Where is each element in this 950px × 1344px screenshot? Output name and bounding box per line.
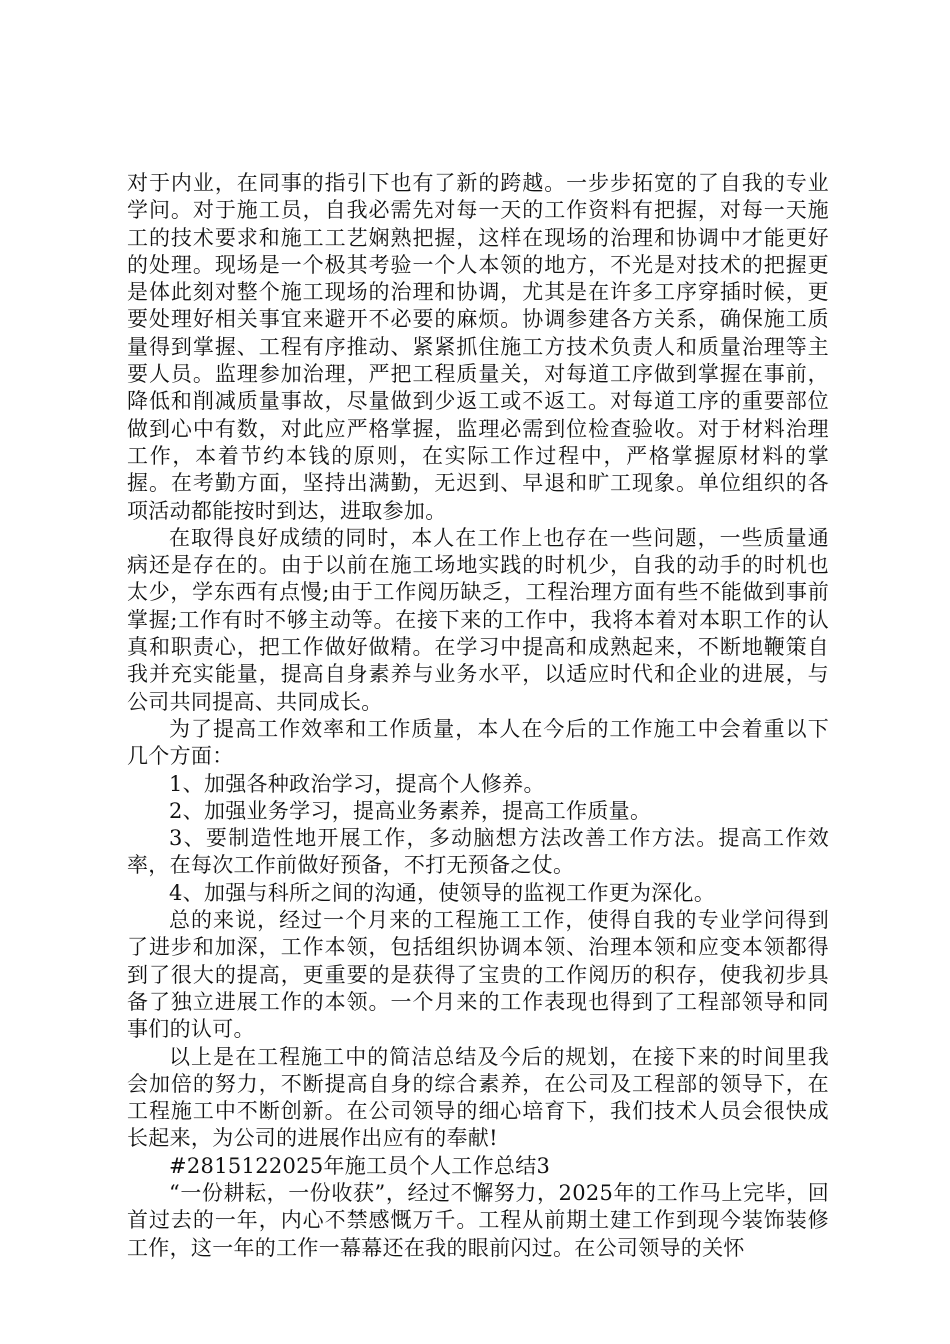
list-item-4: 4、加强与科所之间的沟通，使领导的监视工作更为深化。 <box>169 880 716 905</box>
paragraph-section-3-intro: “一份耕耘，一份收获”，经过不懈努力，2025年的工作马上完毕，回首过去的一年，内心不禁感慨万千。工程从前期土建工作到现今装饰装修工作，这一年的工作一幕幕还在我的眼前闪过。在公司领导的关怀 <box>127 1180 829 1260</box>
section-heading: #2815122025年施工员个人工作总结3 <box>169 1153 551 1178</box>
list-item-3: 3、要制造性地开展工作，多动脑想方法改善工作方法。提高工作效率，在每次工作前做好预备，不打无预备之仗。 <box>127 826 829 878</box>
paragraph-summary: 总的来说，经过一个月来的工程施工工作，使得自我的专业学问得到了进步和加深，工作本领，包括组织协调本领、治理本领和应变本领都得到了很大的提高，更重要的是获得了宝贵的工作阅历的积存，使我初步具备了独立进展工作的本领。一个月来的工作表现也得到了工程部领导和同事们的认可。 <box>127 908 829 1042</box>
document-body <box>127 170 829 1262</box>
paragraph-problems: 在取得良好成绩的同时，本人在工作上也存在一些问题，一些质量通病还是存在的。由于以前在施工场地实践的时机少，自我的动手的时机也太少，学东西有点慢;由于工作阅历缺乏，工程治理方面有些不能做到事前掌握;工作有时不够主动等。在接下来的工作中，我将本着对本职工作的认真和职责心，把工作做好做精。在学习中提高和成熟起来，不断地鞭策自我并充实能量，提高自身素养与业务水平，以适应时代和企业的进展，与公司共同提高、共同成长。 <box>127 525 829 714</box>
paragraph-internal-work: 对于内业，在同事的指引下也有了新的跨越。一步步拓宽的了自我的专业学问。对于施工员，自我必需先对每一天的工作资料有把握，对每一天施工的技术要求和施工工艺娴熟把握，这样在现场的治理和协调中才能更好的处理。现场是一个极其考验一个人本领的地方，不光是对技术的把握更是体此刻对整个施工现场的治理和协调，尤其是在许多工序穿插时候，更要处理好相关事宜来避开不必要的麻烦。协调参建各方关系，确保施工质量得到掌握、工程有序推动、紧紧抓住施工方技术负责人和质量治理等主要人员。监理参加治理，严把工程质量关，对每道工序做到掌握在事前，降低和削减质量事故，尽量做到少返工或不返工。对每道工序的重要部位做到心中有数，对此应严格掌握，监理必需到位检查验收。对于材料治理工作，本着节约本钱的原则，在实际工作过程中，严格掌握原材料的掌握。在考勤方面，坚持出满勤，无迟到、早退和旷工现象。单位组织的各项活动都能按时到达，进取参加。 <box>127 171 829 523</box>
paragraph-improvement-intro: 为了提高工作效率和工作质量，本人在今后的工作施工中会着重以下几个方面： <box>127 716 829 769</box>
list-item-1: 1、加强各种政治学习，提高个人修养。 <box>169 771 545 796</box>
list-item-2: 2、加强业务学习，提高业务素养，提高工作质量。 <box>169 798 652 823</box>
paragraph-conclusion: 以上是在工程施工中的简洁总结及今后的规划，在接下来的时间里我会加倍的努力，不断提高自身的综合素养，在公司及工程部的领导下，在工程施工中不断创新。在公司领导的细心培育下，我们技术人员会很快成长起来，为公司的进展作出应有的奉献! <box>127 1044 829 1151</box>
